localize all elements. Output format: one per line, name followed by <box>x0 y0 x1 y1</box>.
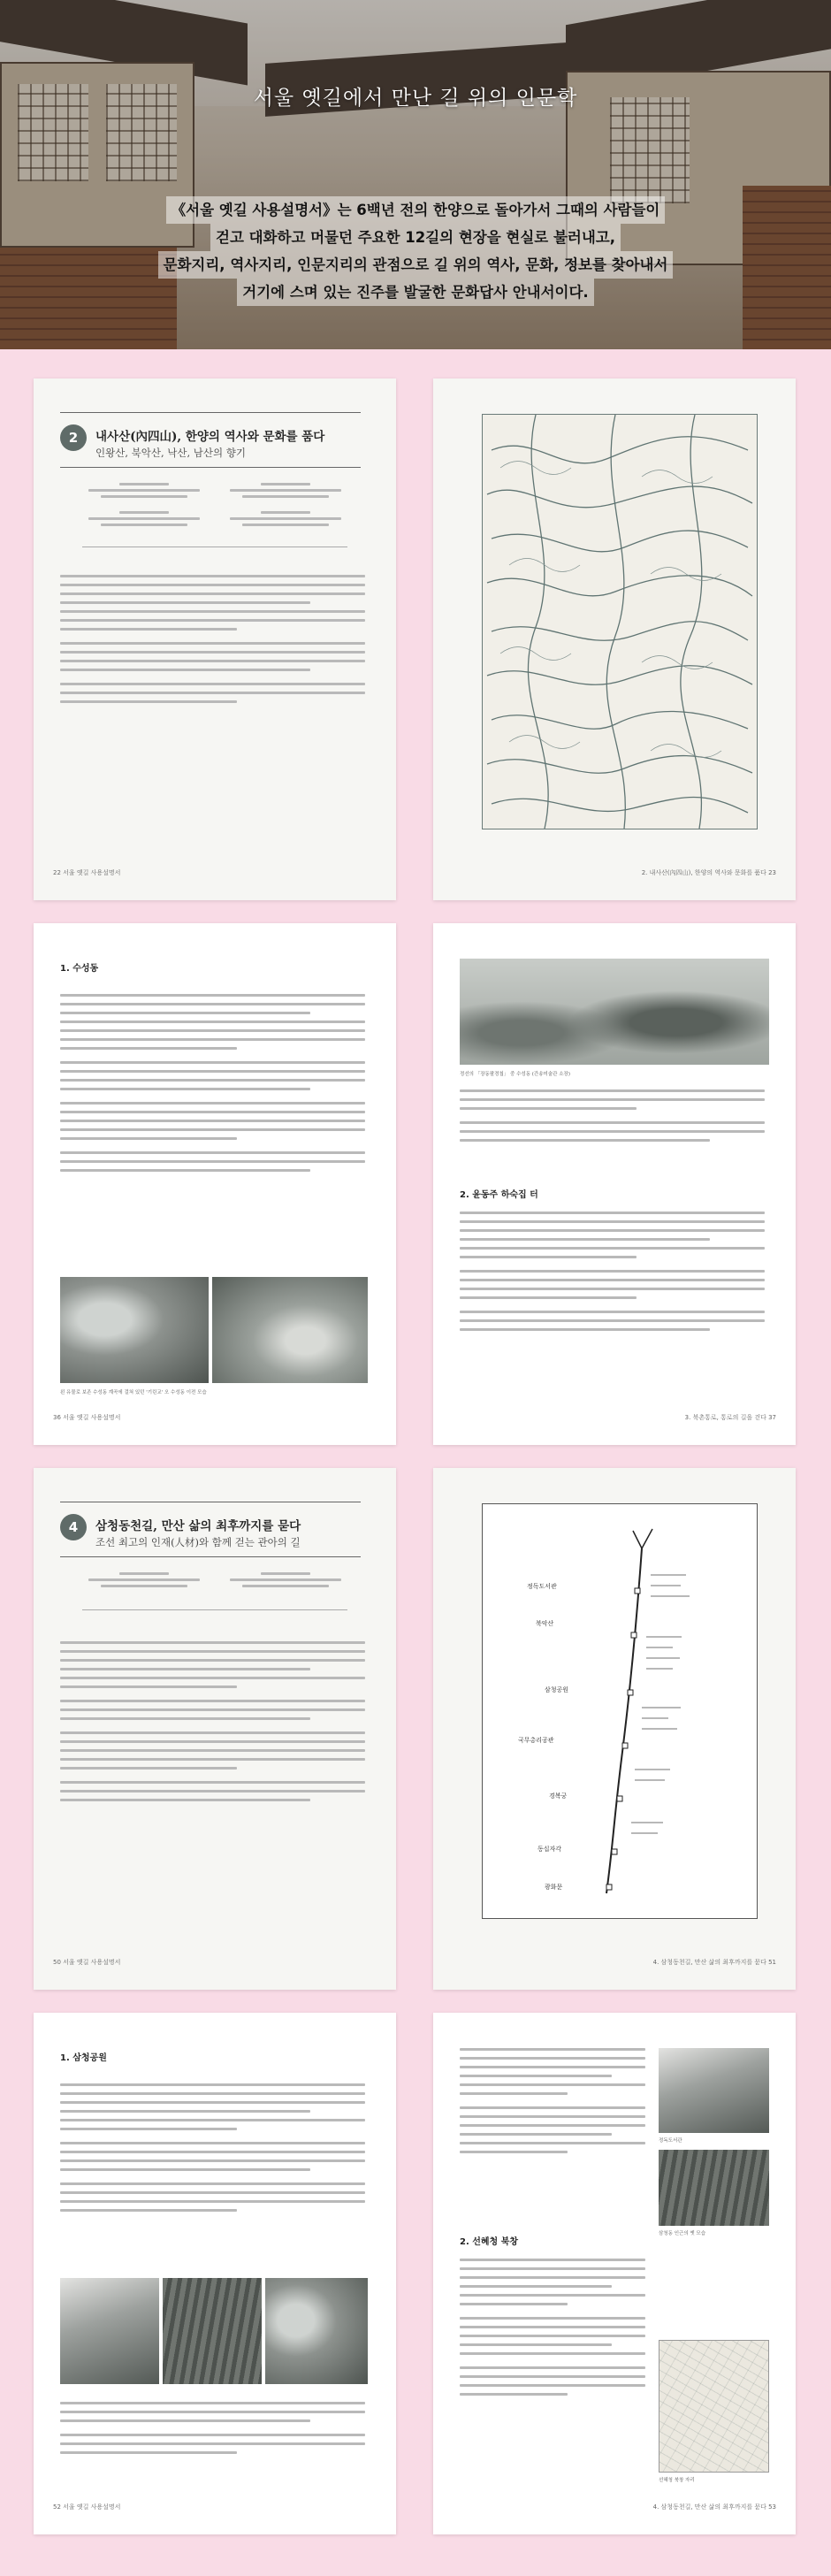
author-block <box>82 483 347 536</box>
section-title: 1. 수성동 <box>60 964 99 974</box>
sketch-label: 경복궁 <box>549 1792 568 1800</box>
photo-old-street <box>659 2150 769 2226</box>
page-folio: 2. 내사산(內四山), 한양의 역사와 문화를 품다 23 <box>641 869 776 876</box>
chapter-rule <box>82 1609 347 1610</box>
chapter-number-badge: 2 <box>60 424 87 451</box>
chapter-subtitle: 조선 최고의 인재(人材)와 함께 걷는 관아의 길 <box>95 1536 301 1548</box>
page-old-map <box>433 378 796 900</box>
hero-title: 서울 옛길에서 만난 길 위의 인문학 <box>253 87 578 110</box>
photo-caption: 정독도서관 <box>659 2138 682 2144</box>
body-text <box>60 994 365 1178</box>
page-samcheong-park <box>34 2013 396 2534</box>
section-title: 2. 윤동주 하숙집 터 <box>460 1190 538 1200</box>
body-text <box>460 2259 645 2402</box>
hero-description <box>88 196 743 306</box>
old-map-frame <box>482 414 758 829</box>
body-text <box>60 2402 365 2460</box>
sketch-label: 동십자각 <box>537 1846 562 1853</box>
chapter-rule <box>60 467 361 468</box>
chapter-rule <box>60 412 361 413</box>
photo-park-stone <box>265 2278 368 2384</box>
sketch-label: 국무총리공관 <box>518 1737 554 1744</box>
page-folio: 50 서울 옛길 사용설명서 <box>53 1959 121 1966</box>
page-route-sketch <box>433 1468 796 1990</box>
sketch-label: 삼청공원 <box>545 1686 569 1693</box>
body-text <box>60 575 365 709</box>
section-title: 1. 삼청공원 <box>60 2053 107 2063</box>
route-sketch-map <box>482 1503 758 1919</box>
page-folio: 36 서울 옛길 사용설명서 <box>53 1414 121 1421</box>
page-folio: 22 서울 옛길 사용설명서 <box>53 869 121 876</box>
body-text <box>460 1212 765 1337</box>
photo-caption: 왼 유물로 보존 수성동 계곡에 걸쳐 있던 '기린교' 오 수성동 이전 모습 <box>60 1390 207 1395</box>
body-text <box>460 1089 765 1148</box>
photo-caption: 선혜청 북창 자리 <box>659 2478 695 2483</box>
page-folio: 4. 삼청동천길, 만산 삶의 최후까지를 묻다 51 <box>652 1959 776 1966</box>
sketch-label: 정독도서관 <box>527 1583 557 1590</box>
chapter-number-badge: 4 <box>60 1514 87 1540</box>
page-seonhyecheong <box>433 2013 796 2534</box>
section-title: 2. 선혜청 북창 <box>460 2237 519 2247</box>
hero-description-line: 걷고 대화하고 머물던 주요한 12길의 현장을 현실로 불러내고, <box>210 224 621 251</box>
photo-suseongdong-valley <box>212 1277 368 1383</box>
route-line <box>483 1504 757 1918</box>
photo-stone-bridge <box>60 1277 209 1383</box>
page-chapter4-opener <box>34 1468 396 1990</box>
hero-description-line: 문화지리, 역사지리, 인문지리의 관점으로 길 위의 역사, 문화, 정보를 찾아내서 <box>158 251 674 279</box>
sketch-label: 광화문 <box>545 1884 563 1891</box>
author-block <box>82 1572 347 1599</box>
old-map-illustration <box>483 415 757 829</box>
photo-caption: 삼청동 인근의 옛 모습 <box>659 2231 706 2236</box>
body-text <box>460 2048 645 2159</box>
photo-caption: 정선의 「장동팔경첩」 중 수성동 (간송미술관 소장) <box>460 1072 570 1077</box>
body-text <box>60 2083 365 2218</box>
chapter-title: 내사산(內四山), 한양의 역사와 문화를 품다 <box>95 430 325 444</box>
photo-park-forest <box>163 2278 262 2384</box>
page-chapter2-opener <box>34 378 396 900</box>
page-yundongju <box>433 923 796 1445</box>
hero-description-line: 거기에 스며 있는 진주를 발굴한 문화답사 안내서이다. <box>237 279 593 306</box>
photo-landscape-painting <box>460 959 769 1065</box>
chapter-rule <box>60 1556 361 1557</box>
photo-park-entrance <box>60 2278 159 2384</box>
page-folio: 4. 삼청동천길, 만산 삶의 최후까지를 묻다 53 <box>652 2503 776 2511</box>
page-folio: 3. 북촌통로, 통로의 길을 걷다 37 <box>684 1414 776 1421</box>
chapter-title: 삼청동천길, 만산 삶의 최후까지를 묻다 <box>95 1519 301 1533</box>
page-folio: 52 서울 옛길 사용설명서 <box>53 2503 121 2511</box>
sketch-label: 북악산 <box>536 1620 554 1627</box>
hero-description-line: 《서울 옛길 사용설명서》는 6백년 전의 한양으로 돌아가서 그때의 사람들이 <box>166 196 666 224</box>
body-text <box>60 1641 365 1808</box>
hero-banner <box>0 0 831 349</box>
chapter-subtitle: 인왕산, 북악산, 낙산, 남산의 향기 <box>95 447 247 459</box>
photo-library <box>659 2048 769 2133</box>
page-suseongdong <box>34 923 396 1445</box>
photo-old-map-detail <box>659 2340 769 2473</box>
